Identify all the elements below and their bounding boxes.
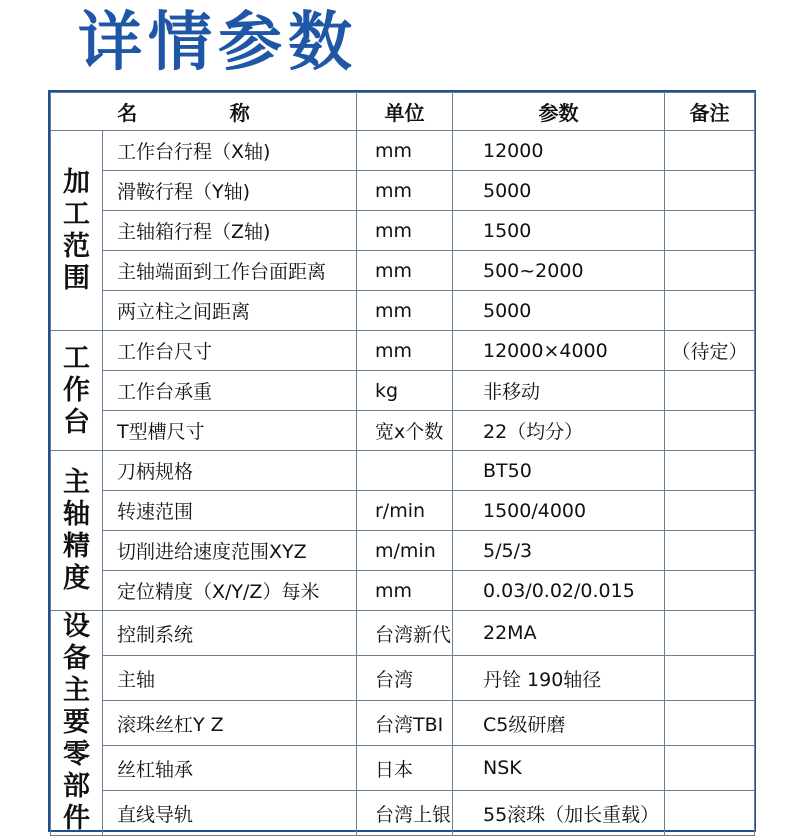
row-value: 22MA <box>453 611 665 656</box>
row-note <box>665 531 755 571</box>
table-row <box>51 491 755 531</box>
row-name: 工作台尺寸 <box>103 331 357 371</box>
row-name: 工作台承重 <box>103 371 357 411</box>
row-unit: mm <box>357 211 453 251</box>
row-name: 转速范围 <box>103 491 357 531</box>
row-value: 丹铨 190轴径 <box>453 656 665 701</box>
row-note <box>665 131 755 171</box>
group-label: 加工范围 <box>51 131 103 331</box>
row-note <box>665 291 755 331</box>
header-name-b: 称 <box>229 101 250 125</box>
header-param: 参数 <box>453 93 665 131</box>
row-name: 滚珠丝杠Y Z <box>103 701 357 746</box>
row-unit: 台湾TBI <box>357 701 453 746</box>
table-row <box>51 371 755 411</box>
row-value: 12000×4000 <box>453 331 665 371</box>
row-value: C5级研磨 <box>453 701 665 746</box>
table-row <box>51 611 755 656</box>
table-row <box>51 411 755 451</box>
row-note <box>665 211 755 251</box>
table-row <box>51 451 755 491</box>
row-name: 直线导轨 <box>103 791 357 836</box>
row-value: 22（均分） <box>453 411 665 451</box>
row-name: 定位精度（X/Y/Z）每米 <box>103 571 357 611</box>
header-name-a: 名 <box>117 101 138 125</box>
header-name <box>51 93 357 131</box>
row-value: 1500/4000 <box>453 491 665 531</box>
row-value: 55滚珠（加长重载） <box>453 791 665 836</box>
row-name: 切削进给速度范围XYZ <box>103 531 357 571</box>
row-note <box>665 451 755 491</box>
row-unit: 台湾 <box>357 656 453 701</box>
header-note: 备注 <box>665 93 755 131</box>
row-value: 1500 <box>453 211 665 251</box>
row-unit: mm <box>357 571 453 611</box>
table-row <box>51 251 755 291</box>
row-unit: 宽x个数 <box>357 411 453 451</box>
page-title: 详情参数 <box>78 6 358 80</box>
row-note: （待定） <box>665 331 755 371</box>
row-value: 5000 <box>453 291 665 331</box>
row-unit: mm <box>357 331 453 371</box>
table-row <box>51 131 755 171</box>
header-unit: 单位 <box>357 93 453 131</box>
row-unit: 台湾上银 <box>357 791 453 836</box>
group-label: 工作台 <box>51 331 103 451</box>
spec-table <box>50 92 755 836</box>
row-note <box>665 251 755 291</box>
row-note <box>665 371 755 411</box>
table-row <box>51 171 755 211</box>
row-value: 500~2000 <box>453 251 665 291</box>
group-label: 主轴精度 <box>51 451 103 611</box>
row-value: 5000 <box>453 171 665 211</box>
row-unit: m/min <box>357 531 453 571</box>
row-value: 非移动 <box>453 371 665 411</box>
row-note <box>665 746 755 791</box>
table-row <box>51 656 755 701</box>
row-name: 控制系统 <box>103 611 357 656</box>
row-unit: mm <box>357 291 453 331</box>
row-unit <box>357 451 453 491</box>
row-name: 主轴 <box>103 656 357 701</box>
table-row <box>51 211 755 251</box>
row-value: BT50 <box>453 451 665 491</box>
row-unit: mm <box>357 251 453 291</box>
row-name: 主轴端面到工作台面距离 <box>103 251 357 291</box>
row-unit: 日本 <box>357 746 453 791</box>
table-row <box>51 791 755 836</box>
row-unit: mm <box>357 131 453 171</box>
row-name: 两立柱之间距离 <box>103 291 357 331</box>
row-note <box>665 656 755 701</box>
row-value: 5/5/3 <box>453 531 665 571</box>
table-row <box>51 291 755 331</box>
group-label: 设备主要零部件 <box>51 611 103 836</box>
row-name: 刀柄规格 <box>103 451 357 491</box>
row-name: 丝杠轴承 <box>103 746 357 791</box>
table-row <box>51 701 755 746</box>
row-value: 12000 <box>453 131 665 171</box>
row-value: 0.03/0.02/0.015 <box>453 571 665 611</box>
table-row <box>51 746 755 791</box>
row-note <box>665 791 755 836</box>
row-unit: kg <box>357 371 453 411</box>
row-note <box>665 171 755 211</box>
row-unit: r/min <box>357 491 453 531</box>
row-note <box>665 611 755 656</box>
row-name: 工作台行程（X轴) <box>103 131 357 171</box>
table-row <box>51 331 755 371</box>
row-value: NSK <box>453 746 665 791</box>
row-unit: 台湾新代 <box>357 611 453 656</box>
row-note <box>665 491 755 531</box>
row-note <box>665 411 755 451</box>
row-note <box>665 571 755 611</box>
row-name: 主轴箱行程（Z轴) <box>103 211 357 251</box>
table-row <box>51 531 755 571</box>
row-name: 滑鞍行程（Y轴) <box>103 171 357 211</box>
row-name: T型槽尺寸 <box>103 411 357 451</box>
row-unit: mm <box>357 171 453 211</box>
table-header-row <box>51 93 755 131</box>
table-row <box>51 571 755 611</box>
row-note <box>665 701 755 746</box>
